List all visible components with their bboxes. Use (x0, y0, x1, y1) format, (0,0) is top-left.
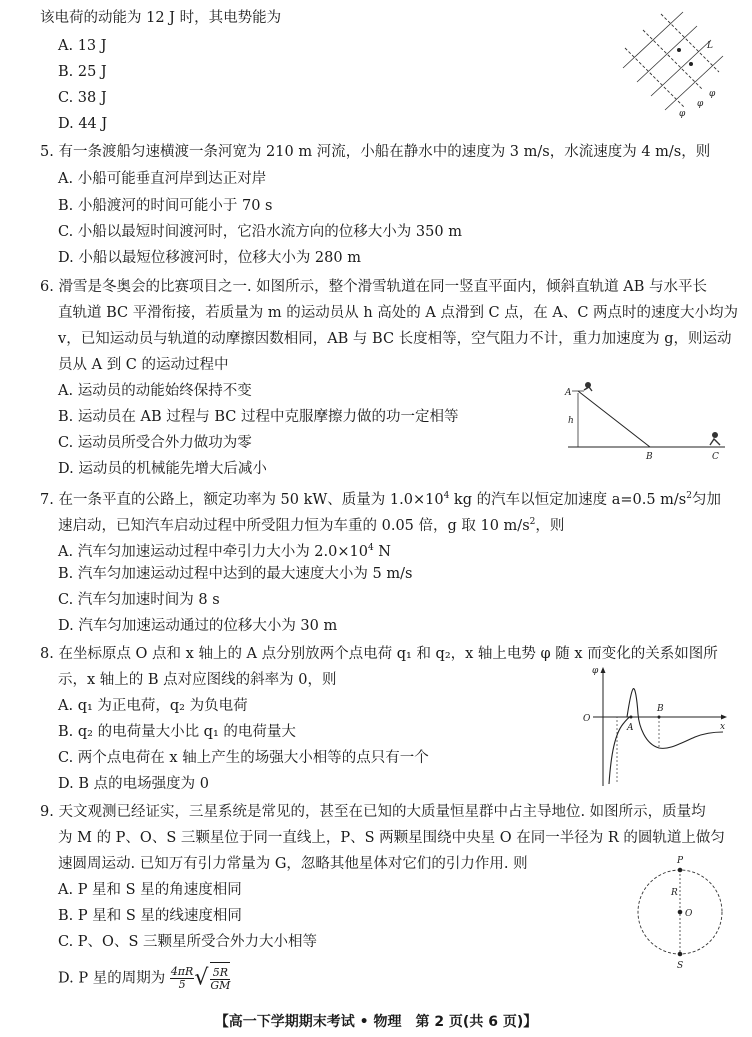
q9-option-a: A. P 星和 S 星的角速度相同 (58, 882, 242, 898)
q6-option-b: B. 运动员在 AB 过程与 BC 过程中克服摩擦力做的功一定相等 (58, 409, 459, 425)
q8-stem-line1: 8. 在坐标原点 O 点和 x 轴上的 A 点分别放两个点电荷 q₁ 和 q₂，x 轴上电势 φ 随 x 而变化的关系如图所 (40, 646, 718, 662)
q7-stem-line2: 速启动，已知汽车启动过程中所受阻力恒为车重的 0.05 倍，g 取 10 $m/s^2$，则 (58, 517, 565, 534)
q8-label-phi: φ (592, 666, 599, 676)
q6-stem-line4: 员从 A 到 C 的运动过程中 (58, 357, 229, 373)
q9-label-p: P (677, 856, 684, 866)
page-footer: 【高一下学期期末考试 • 物理 第 2 页(共 6 页)】 (214, 1014, 538, 1030)
q7-stem-line1: 7. 在一条平直的公路上，额定功率为 50 kW、质量为 $1.0\times 10^4$ kg 的汽车以恒定加速度 a=0.5 $m/s^2$匀加 (40, 491, 721, 508)
q9-label-r: R (671, 888, 678, 898)
q9-stem-line3: 速圆周运动. 已知万有引力常量为 G，忽略其他星体对它们的引力作用. 则 (58, 856, 528, 872)
q8-potential-graph (575, 664, 730, 789)
q8-option-c: C. 两个点电荷在 x 轴上产生的场强大小相等的点只有一个 (58, 750, 429, 766)
q4-option-a: A. 13 J (58, 38, 107, 54)
q4-option-d: D. 44 J (58, 116, 108, 132)
q9-period-fraction: $\frac{4\pi R}{5}$ (170, 965, 194, 991)
q9-option-d: D. P 星的周期为 $\frac{4\pi R}{5}√$ $\frac{5R}{GM}$ (58, 962, 230, 995)
q6-stem-line3: v，已知运动员与轨道的动摩擦因数相同，AB 与 BC 长度相等，空气阻力不计，重力加速度为 g，则运动 (58, 331, 732, 347)
q4-stem: 该电荷的动能为 12 J 时，其电势能为 (40, 10, 282, 26)
q4-label-phi1: φ (679, 109, 686, 119)
q6-label-h: h (568, 416, 574, 426)
q5-option-b: B. 小船渡河的时间可能小于 70 s (58, 198, 273, 214)
q8-label-x: x (720, 722, 726, 732)
q8-label-b: B (657, 704, 664, 714)
q5-option-c: C. 小船以最短时间渡河时，它沿水流方向的位移大小为 350 m (58, 224, 462, 240)
q7-option-a: A. 汽车匀加速运动过程中牵引力大小为 $2.0\times 10^4$ N (58, 543, 391, 560)
q8-label-o: O (583, 714, 591, 724)
q4-equipotential-figure (615, 10, 725, 122)
q6-stem-line2: 直轨道 BC 平滑衔接，若质量为 m 的运动员从 h 高处的 A 点滑到 C 点，在 A、C 两点时的速度大小均为 (58, 305, 739, 321)
q7-option-b: B. 汽车匀加速运动过程中达到的最大速度大小为 5 m/s (58, 566, 413, 582)
q5-stem: 5. 有一条渡船匀速横渡一条河宽为 210 m 河流，小船在静水中的速度为 3 m/s，水流速度为 4 m/s，则 (40, 144, 711, 160)
q6-option-c: C. 运动员所受合外力做功为零 (58, 435, 252, 451)
q5-option-a: A. 小船可能垂直河岸到达正对岸 (58, 171, 267, 187)
q6-label-b: B (646, 452, 653, 460)
q6-option-a: A. 运动员的动能始终保持不变 (58, 383, 252, 399)
q8-option-b: B. q₂ 的电荷量大小比 q₁ 的电荷量大 (58, 724, 296, 740)
q6-label-a: A (565, 388, 572, 398)
q6-option-d: D. 运动员的机械能先增大后减小 (58, 461, 267, 477)
q7-option-c: C. 汽车匀加速时间为 8 s (58, 592, 220, 608)
q4-option-b: B. 25 J (58, 64, 107, 80)
skier-icon-bottom (712, 432, 718, 438)
q8-stem-line2: 示，x 轴上的 B 点对应图线的斜率为 0，则 (58, 672, 337, 688)
q9-option-c: C. P、O、S 三颗星所受合外力大小相等 (58, 934, 317, 950)
q4-label-l: L (707, 41, 713, 51)
q9-label-o: O (685, 909, 693, 919)
q9-option-b: B. P 星和 S 星的线速度相同 (58, 908, 242, 924)
q6-ski-track-figure (560, 375, 730, 460)
q5-option-d: D. 小船以最短位移渡河时，位移大小为 280 m (58, 250, 361, 266)
q9-stem-line2: 为 M 的 P、O、S 三颗星位于同一直线上，P、S 两颗星围绕中央星 O 在同一半径为 R 的圆轨道上做匀 (58, 830, 725, 846)
q9-stem-line1: 9. 天文观测已经证实，三星系统是常见的，甚至在已知的大质量恒星群中占主导地位. 如图所示，质量均 (40, 804, 706, 820)
q8-label-a: A (627, 723, 634, 733)
q9-label-s: S (677, 961, 684, 971)
q6-stem-line1: 6. 滑雪是冬奥会的比赛项目之一. 如图所示，整个滑雪轨道在同一竖直平面内，倾斜直轨道 AB 与水平长 (40, 279, 708, 295)
q4-label-phi3: φ (709, 89, 716, 99)
q6-label-c: C (712, 452, 719, 460)
q9-three-star-figure (628, 850, 733, 975)
q8-option-d: D. B 点的电场强度为 0 (58, 776, 209, 792)
q4-option-c: C. 38 J (58, 90, 107, 106)
q4-label-phi2: φ (697, 99, 704, 109)
q7-option-d: D. 汽车匀加速运动通过的位移大小为 30 m (58, 618, 338, 634)
q8-option-a: A. q₁ 为正电荷，q₂ 为负电荷 (58, 698, 248, 714)
